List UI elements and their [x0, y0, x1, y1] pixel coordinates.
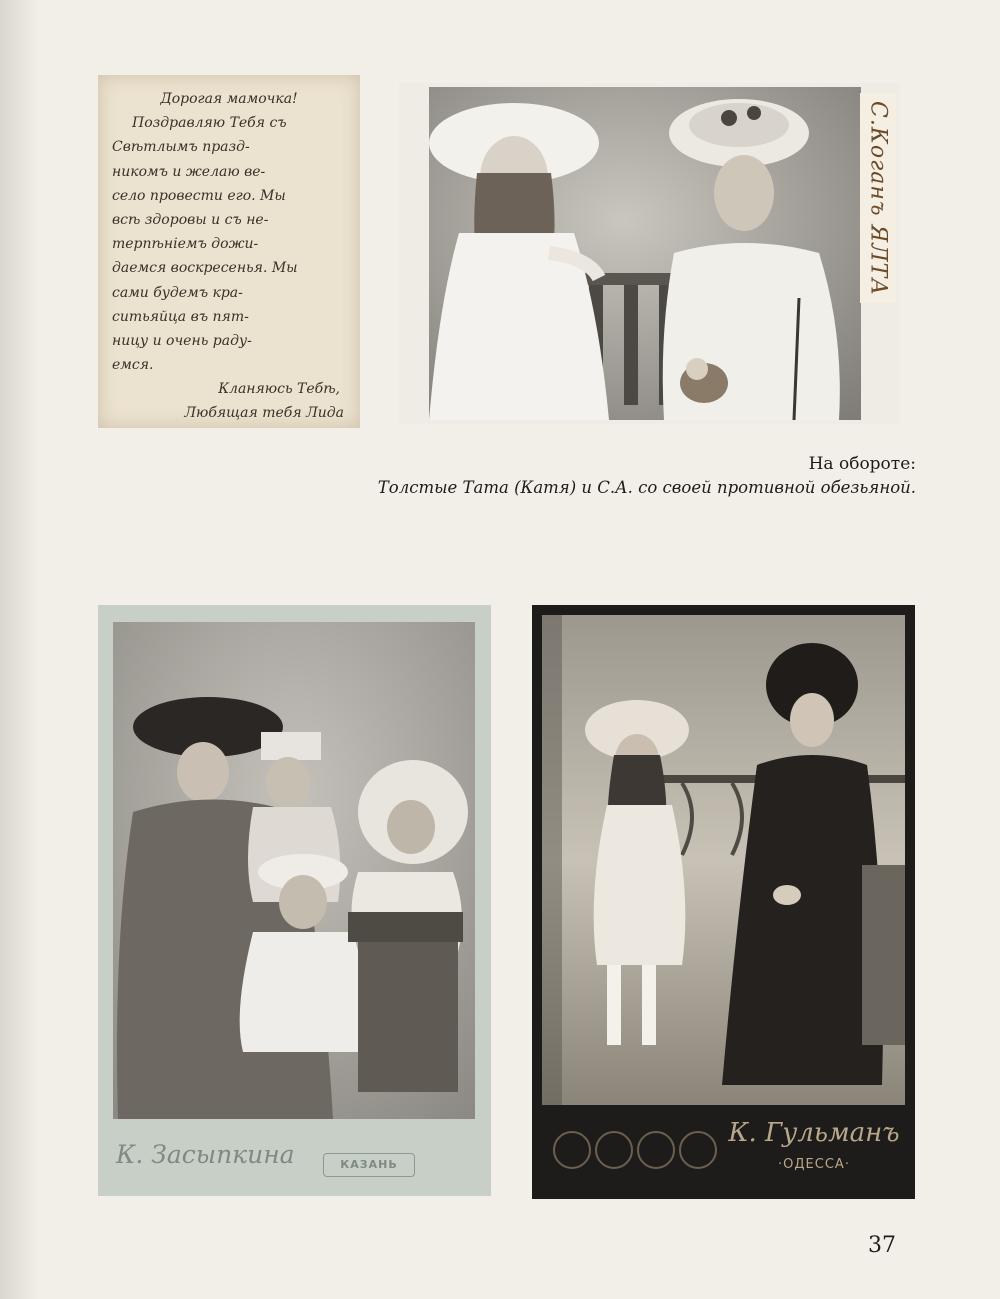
letter-line: никомъ и желаю ве-	[112, 163, 266, 180]
letter-line: сами будемъ кра-	[112, 284, 243, 301]
photo-girl-woman-monkey	[399, 83, 900, 424]
photo-woman-three-children	[113, 622, 475, 1119]
exhibition-medals	[552, 1125, 722, 1175]
letter-line: Свѣтлымъ празд-	[112, 139, 250, 156]
studio-city-badge: КАЗАНЬ	[323, 1153, 415, 1177]
page-number: 37	[868, 1233, 896, 1258]
letter-line: село провести его. Мы	[112, 187, 286, 204]
studio-city: ·ОДЕССА·	[778, 1157, 850, 1172]
photo-caption	[378, 452, 916, 500]
letter-signoff: Кланяюсь Тебѣ,	[218, 381, 340, 398]
studio-stamp-text: С.Коганъ ЯЛТА	[865, 100, 891, 296]
photo-right-illustration	[542, 615, 905, 1105]
letter-line: всѣ здоровы и съ не-	[112, 211, 269, 228]
letter-line: ситьяйца въ пят-	[112, 308, 249, 325]
caption-text: Толстые Тата (Катя) и С.А. со своей противной обезьяной.	[377, 478, 916, 497]
letter-line: Дорогая мамочка!	[160, 91, 298, 107]
cabinet-card-girl-woman	[532, 605, 915, 1199]
photo-girl-woman-dark-dress	[542, 615, 905, 1105]
caption-heading: На обороте:	[808, 454, 916, 474]
cabinet-card-woman-three-children	[98, 605, 491, 1196]
letter-line: ницу и очень раду-	[112, 332, 252, 349]
letter-line: даемся воскресенья. Мы	[112, 260, 298, 277]
letter-line: емся.	[112, 357, 154, 374]
photo-top-illustration	[399, 83, 900, 424]
page-binding-shadow	[0, 0, 40, 1299]
letter-line: терпѣнiемъ дожи-	[112, 236, 259, 253]
handwritten-letter	[98, 75, 360, 428]
studio-signature: К. Гульманъ	[728, 1118, 900, 1148]
studio-signature: К. Засыпкина	[116, 1140, 295, 1169]
photo-left-illustration	[113, 622, 475, 1119]
studio-stamp	[860, 93, 896, 303]
letter-signature: Любящая тебя Лида	[184, 405, 344, 422]
letter-line: Поздравляю Тебя съ	[132, 115, 287, 132]
